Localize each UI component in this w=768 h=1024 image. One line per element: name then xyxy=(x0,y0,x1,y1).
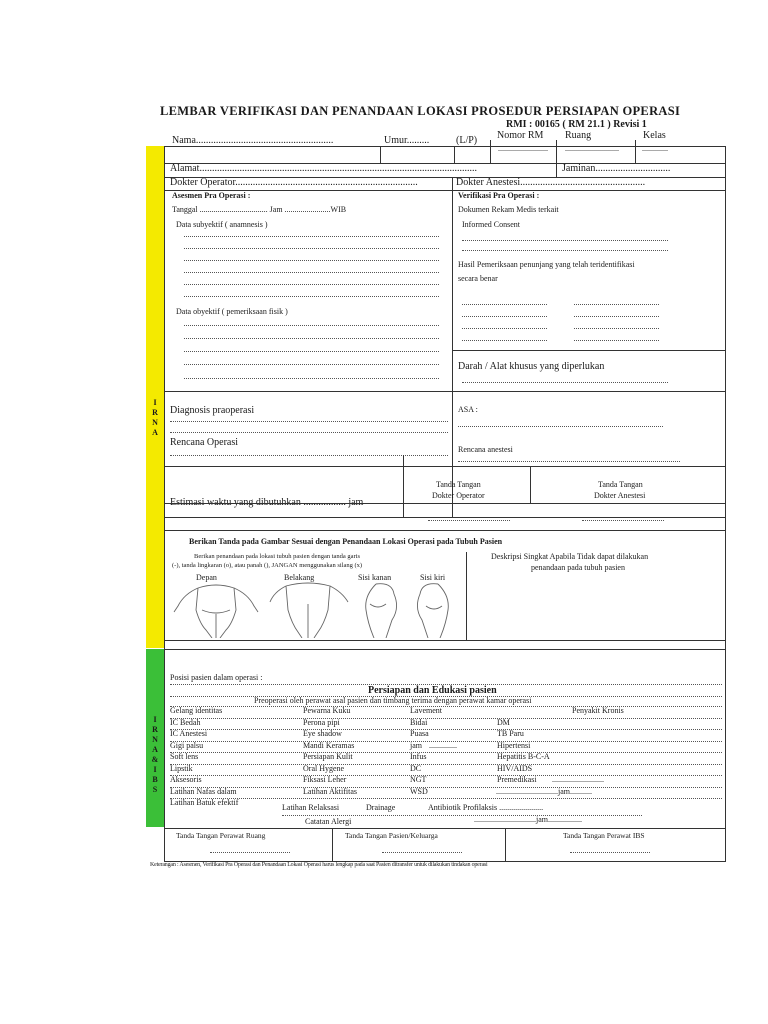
informed-label: Informed Consent xyxy=(462,220,520,229)
sig-anestesi-1: Tanda Tangan xyxy=(598,480,643,489)
marking-instruction-2: (-), tanda lingkaran (o), atau panah (), JANGAN menggunakan silang (x) xyxy=(172,562,363,569)
data-obyektif-label: Data obyektif ( pemeriksaan fisik ) xyxy=(176,307,288,316)
persiapan-item-3-5[interactable]: Infus xyxy=(410,752,427,761)
persiapan-item-2-7[interactable]: Fiksasi Leher xyxy=(303,775,347,784)
verifikasi-heading: Verifikasi Pra Operasi : xyxy=(458,191,540,200)
view-belakang-label: Belakang xyxy=(284,573,315,582)
tanggal-field[interactable]: Tanggal .................................. Jam .......................WIB xyxy=(172,205,347,214)
persiapan-item-2-2[interactable]: Perona pipi xyxy=(303,717,340,727)
catatan-alergi-jam[interactable]: ...............................jam................. xyxy=(474,815,582,824)
rencana-anestesi-label: Rencana anestesi xyxy=(458,445,513,454)
persiapan-item-3-1[interactable]: Lavement xyxy=(410,706,442,715)
sig-operator-2: Dokter Operator xyxy=(432,491,485,500)
marking-instruction-1: Berikan penandaan pada lokasi tubuh pasien dengan tanda garis xyxy=(194,553,361,560)
data-subyektif-label: Data subyektif ( anamnesis ) xyxy=(176,220,268,229)
antibiotik-field[interactable]: Antibiotik Profilaksis ...................... xyxy=(428,803,544,812)
puasa-jam-dots[interactable]: .............. xyxy=(429,740,457,750)
persiapan-item-1-2[interactable]: IC Bedah xyxy=(170,717,201,727)
hasil-label-2: secara benar xyxy=(458,274,498,283)
label-kelas: Kelas xyxy=(643,130,666,141)
body-figure-front[interactable] xyxy=(172,580,260,638)
label-umur: Umur......... xyxy=(384,135,430,146)
drainage[interactable]: Drainage xyxy=(366,803,396,812)
rencana-operasi-label: Rencana Operasi xyxy=(170,437,239,448)
persiapan-item-4-3[interactable]: Hipertensi xyxy=(497,740,531,750)
persiapan-item-4-5[interactable]: HIV/AIDS xyxy=(497,763,533,773)
persiapan-item-1-5[interactable]: Soft lens xyxy=(170,752,199,761)
persiapan-item-3-2[interactable]: Bidai xyxy=(410,717,428,727)
persiapan-item-2-4[interactable]: Mandi Keramas xyxy=(303,740,355,750)
sig-perawat-ruang: Tanda Tangan Perawat Ruang xyxy=(176,831,266,840)
hasil-label-1: Hasil Pemeriksaan penunjang yang telah teridentifikasi xyxy=(458,260,635,269)
kelas-dots[interactable]: ............. xyxy=(642,144,668,153)
label-lp: (L/P) xyxy=(456,135,478,146)
diagnosis-label: Diagnosis praoperasi xyxy=(170,405,255,416)
persiapan-heading: Persiapan dan Edukasi pasien xyxy=(368,685,497,696)
persiapan-subheading: Preoperasi oleh perawat asal pasien dan timbang terima dengan perawat kamar operasi xyxy=(254,696,532,705)
estimasi-field[interactable]: Estimasi waktu yang dibutuhkan ................. jam xyxy=(170,497,364,508)
view-sisi-kanan-label: Sisi kanan xyxy=(358,573,392,582)
penyakit-kronis-header: Penyakit Kronis xyxy=(572,706,624,715)
persiapan-row-line xyxy=(170,798,722,799)
persiapan-row-line xyxy=(170,787,722,788)
sig-operator-1: Tanda Tangan xyxy=(436,480,481,489)
label-ruang: Ruang xyxy=(565,130,592,141)
marking-desc-1: Deskripsi Singkat Apabila Tidak dapat dilakukan xyxy=(491,552,649,561)
irna-side-bar xyxy=(146,146,164,648)
persiapan-row-line xyxy=(170,764,722,765)
persiapan-row-line xyxy=(170,729,722,730)
persiapan-item-4-2[interactable]: TB Paru xyxy=(497,729,524,738)
posisi-label: Posisi pasien dalam operasi : xyxy=(170,673,263,682)
persiapan-row-line xyxy=(170,741,722,742)
label-nama: Nama....................................................... xyxy=(172,135,334,146)
persiapan-item-3-8[interactable]: WSD xyxy=(410,786,428,796)
irna-side-label: I R N A xyxy=(152,398,158,437)
view-sisi-kiri-label: Sisi kiri xyxy=(420,573,446,582)
darah-label: Darah / Alat khusus yang diperlukan xyxy=(458,361,605,372)
persiapan-row-line xyxy=(170,718,722,719)
persiapan-item-2-1[interactable]: Pewarna Kuku xyxy=(303,706,351,715)
persiapan-item-3-6[interactable]: DC xyxy=(410,763,422,773)
persiapan-item-1-9[interactable]: Latihan Batuk efektif xyxy=(170,798,239,807)
persiapan-item-3-3[interactable]: Puasa xyxy=(410,729,429,738)
body-figure-right[interactable] xyxy=(356,580,406,638)
body-figure-left[interactable] xyxy=(408,580,458,638)
nomor-rm-dots[interactable]: ......................... xyxy=(498,144,548,153)
persiapan-item-2-3[interactable]: Eye shadow xyxy=(303,729,342,738)
persiapan-item-3-4[interactable]: jam xyxy=(410,740,422,750)
form-title: LEMBAR VERIFIKASI DAN PENANDAAN LOKASI PROSEDUR PERSIAPAN OPERASI xyxy=(160,104,681,118)
label-jaminan: Jaminan.............................. xyxy=(562,163,671,174)
asa-label: ASA : xyxy=(458,405,478,414)
persiapan-item-2-6[interactable]: Oral Hygene xyxy=(303,763,345,773)
label-dokter-operator: Dokter Operator......................................................................... xyxy=(170,177,418,188)
ruang-dots[interactable]: ........................... xyxy=(565,144,619,153)
premedikasi-jam[interactable]: ...............................jam........... xyxy=(496,786,592,796)
sig-perawat-ibs: Tanda Tangan Perawat IBS xyxy=(563,831,645,840)
latihan-relaksasi[interactable]: Latihan Relaksasi xyxy=(282,803,340,812)
persiapan-item-4-1[interactable]: DM xyxy=(497,717,510,727)
persiapan-item-2-5[interactable]: Persiapan Kulit xyxy=(303,752,353,761)
sig-pasien-keluarga: Tanda Tangan Pasien/Keluarga xyxy=(345,831,438,840)
persiapan-row-line xyxy=(170,775,722,776)
sig-anestesi-2: Dokter Anestesi xyxy=(594,491,646,500)
persiapan-item-1-1[interactable]: Gelang identitas xyxy=(170,706,223,715)
premedikasi-dots[interactable]: .......................... xyxy=(552,775,604,784)
persiapan-row-line xyxy=(170,752,722,753)
view-depan-label: Depan xyxy=(196,573,217,582)
marking-desc-2: penandaan pada tubuh pasien xyxy=(531,563,625,572)
persiapan-item-2-8[interactable]: Latihan Aktifitas xyxy=(303,786,357,796)
label-nomor-rm: Nomor RM xyxy=(497,130,544,141)
persiapan-item-1-3[interactable]: IC Anestesi xyxy=(170,729,208,738)
footer-note: Keterangan : Asesmen, Verifikasi Pra Operasi dan Penandaan Lokasi Operasi harus lengkap pada saat Pasien ditransfer untuk dilakukan tindakan operasi xyxy=(150,862,488,868)
persiapan-item-3-7[interactable]: NGT xyxy=(410,775,427,784)
label-dokter-anestesi: Dokter Anestesi.................................................. xyxy=(456,177,646,188)
persiapan-item-1-8[interactable]: Latihan Nafas dalam xyxy=(170,786,237,796)
dokumen-label: Dokumen Rekam Medis terkait xyxy=(458,205,559,214)
asesmen-heading: Asesmen Pra Operasi : xyxy=(172,191,251,200)
form-code: RMI : 00165 ( RM 21.1 ) Revisi 1 xyxy=(506,119,647,130)
catatan-alergi-label: Catatan Alergi xyxy=(305,817,352,826)
label-alamat: Alamat............................................................................................................... xyxy=(170,163,477,174)
persiapan-item-1-7[interactable]: Aksesoris xyxy=(170,775,202,784)
persiapan-item-4-4[interactable]: Hepatitis B-C-A xyxy=(497,752,550,761)
persiapan-item-4-6[interactable]: Premedikasi xyxy=(497,775,537,784)
body-figure-back[interactable] xyxy=(268,580,350,638)
persiapan-item-1-6[interactable]: Lipstik xyxy=(170,763,193,773)
marking-heading: Berikan Tanda pada Gambar Sesuai dengan Penandaan Lokasi Operasi pada Tubuh Pasien xyxy=(189,537,503,546)
irna-ibs-side-label: I R N A & I B S xyxy=(151,715,159,794)
persiapan-item-1-4[interactable]: Gigi palsu xyxy=(170,740,204,750)
